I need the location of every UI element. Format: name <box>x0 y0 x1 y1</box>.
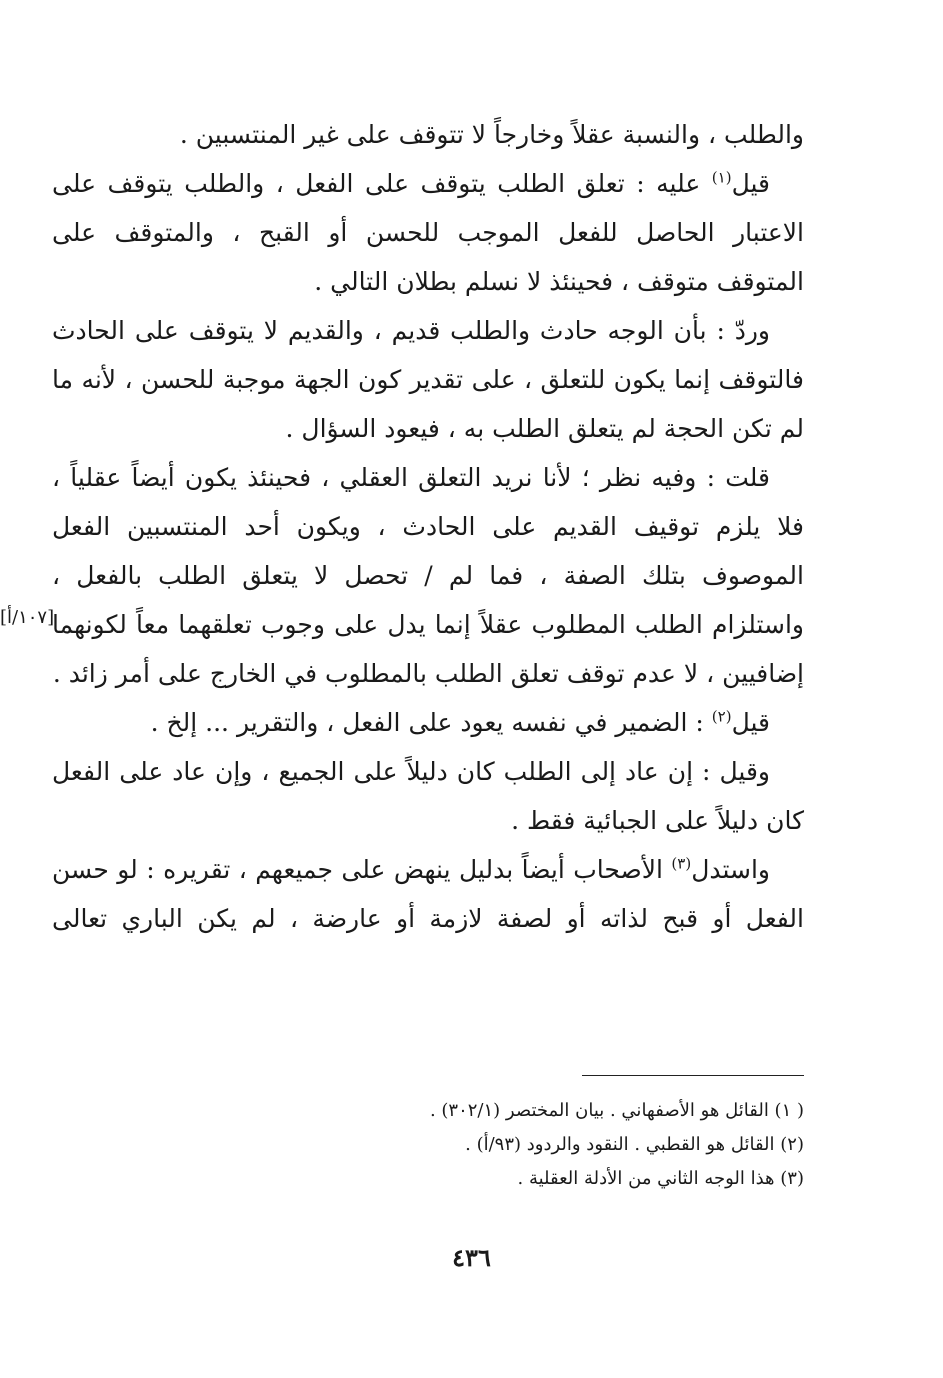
footnotes <box>300 1094 804 1196</box>
page-number: ٤٣٦ <box>452 1243 491 1272</box>
paragraph-5-lead: قيل <box>731 708 770 737</box>
paragraph-6: وقيل : إن عاد إلى الطلب كان دليلاً على الجميع ، وإن عاد على الفعل كان دليلاً على الجبائية فقط . <box>52 757 804 835</box>
paragraph-3: وردّ : بأن الوجه حادث والطلب قديم ، والقديم لا يتوقف على الحادث فالتوقف إنما يكون للتعلق ، على تقدير كون الجهة موجبة للحسن ، لأنه ما لم تكن الحجة لم يتعلق الطلب به ، فيعود السؤال . <box>52 316 804 443</box>
footnote-ref-1[interactable]: (١) <box>711 168 732 187</box>
paragraph-2-body: عليه : تعلق الطلب يتوقف على الفعل ، والطلب يتوقف على الاعتبار الحاصل للفعل الموجب للحسن أو القبح ، والمتوقف على المتوقف متوقف ، فحينئذ لا نسلم بطلان التالي . <box>52 169 804 296</box>
main-text <box>52 110 804 943</box>
paragraph-2-lead: قيل <box>731 169 770 198</box>
paragraph-7 <box>52 845 804 943</box>
paragraph-7-body: الأصحاب أيضاً بدليل ينهض على جميعهم ، تقريره : لو حسن الفعل أو قبح لذاته أو لصفة لازمة أو عارضة ، لم يكن الباري تعالى <box>52 855 804 933</box>
manuscript-folio-marker <box>0 603 868 633</box>
paragraph-5-body: : الضمير في نفسه يعود على الفعل ، والتقرير ... إلخ . <box>150 708 712 737</box>
footnote-1: ( ١) القائل هو الأصفهاني . بيان المختصر (٣٠٢/١) . <box>429 1100 804 1121</box>
paragraph-4: قلت : وفيه نظر ؛ لأنا نريد التعلق العقلي ، فحينئذ يكون أيضاً عقلياً ، فلا يلزم توقيف القديم على الحادث ، ويكون أحد المنتسبين الفعل الموصوف بتلك الصفة ، فما لم / تحصل لا يتعلق الطلب بالفعل ، واستلزام الطلب المطلوب عقلاً إنما يدل على وجوب تعلقهما معاً لكونهما إضافيين ، لا عدم توقف تعلق الطلب بالمطلوب في الخارج على أمر زائد . <box>52 463 804 688</box>
folio-marker-text: [١٠٧/أ] <box>0 607 55 628</box>
footnote-separator <box>582 1075 804 1076</box>
paragraph-7-lead: واستدل <box>691 855 770 884</box>
paragraph-5 <box>52 698 804 747</box>
footnote-ref-2[interactable]: (٢) <box>711 707 732 726</box>
footnote-2: (٢) القائل هو القطبي . النقود والردود (٩٣/أ) . <box>465 1134 804 1155</box>
paragraph-1: والطلب ، والنسبة عقلاً وخارجاً لا تتوقف على غير المنتسبين . <box>179 120 804 149</box>
paragraph-2 <box>52 159 804 306</box>
footnote-3: (٣) هذا الوجه الثاني من الأدلة العقلية . <box>517 1168 804 1189</box>
footnote-ref-3[interactable]: (٣) <box>671 854 692 873</box>
